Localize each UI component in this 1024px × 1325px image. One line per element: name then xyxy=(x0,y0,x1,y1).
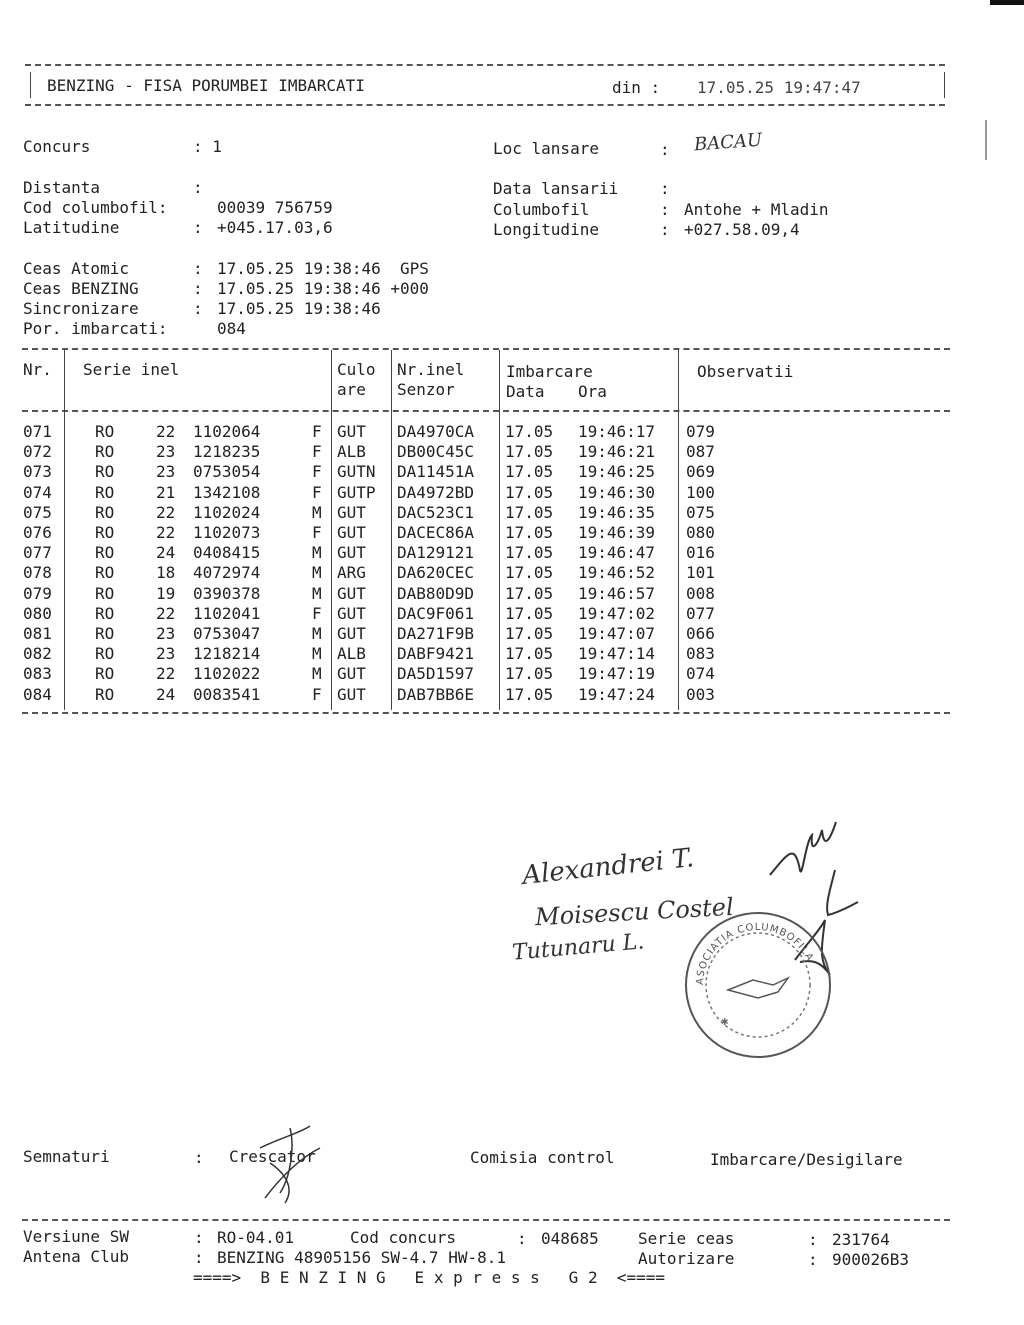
cell-observatii: 074 xyxy=(686,664,715,684)
header-nr: Nr. xyxy=(23,360,52,379)
cell-serie: 0083541 xyxy=(193,684,261,704)
header-bottom-rule xyxy=(25,104,945,106)
cell-an: 22 xyxy=(156,502,176,522)
club-stamp xyxy=(683,910,833,1060)
distanta-colon: : xyxy=(193,178,213,197)
columbofil-value: Antohe + Mladin xyxy=(684,200,829,219)
cell-serie: 1102024 xyxy=(193,502,261,522)
cell-an: 23 xyxy=(156,624,176,643)
cell-serie: 1218235 xyxy=(193,442,261,462)
signature-1 xyxy=(770,822,836,875)
table-top-rule xyxy=(22,348,950,350)
cell-observatii: 069 xyxy=(686,462,715,482)
cell-senzor: DA4972BD xyxy=(397,482,475,502)
antena-label: Antena Club xyxy=(23,1247,129,1266)
cell-observatii: 100 xyxy=(686,482,715,502)
cell-culoare: GUT xyxy=(337,422,366,441)
cell-an: 22 xyxy=(156,603,176,623)
columbofil-label-text: Columbofil xyxy=(493,200,590,219)
cell-ora: 19:46:30 xyxy=(578,482,656,502)
cell-culoare: GUT xyxy=(337,684,366,704)
cell-data: 17.05 xyxy=(505,422,554,441)
cell-senzor: DA5D1597 xyxy=(397,664,475,684)
crescator-signature xyxy=(250,1118,330,1208)
cell-nr: 080 xyxy=(23,603,52,623)
cell-ora: 19:47:24 xyxy=(578,684,656,704)
cell-sex: M xyxy=(312,644,322,664)
cell-data: 17.05 xyxy=(505,644,554,664)
stamp-text: ASOCIATIA COLUMBOFILA xyxy=(694,921,816,986)
cod-concurs-label: Cod concurs xyxy=(350,1228,456,1247)
cell-tara: RO xyxy=(95,664,115,684)
ceas-atomic-colon: : xyxy=(193,259,203,278)
antena-value: BENZING 48905156 SW-4.7 HW-8.1 xyxy=(217,1248,506,1267)
cell-an: 22 xyxy=(156,664,176,684)
serie-ceas-colon: : xyxy=(808,1230,818,1249)
cell-data: 17.05 xyxy=(505,603,554,623)
distanta-label xyxy=(23,178,100,198)
cell-senzor: DA129121 xyxy=(397,543,475,563)
cell-tara: RO xyxy=(95,422,115,441)
crescator-signature-stroke xyxy=(260,1126,320,1203)
header-nr-inel-1: Nr.inel xyxy=(397,360,465,379)
scan-edge-mark-top-right xyxy=(990,0,1024,5)
footer-top-rule xyxy=(22,1219,950,1221)
cell-ora: 19:47:19 xyxy=(578,664,656,684)
cell-culoare: GUT xyxy=(337,502,366,522)
cell-serie: 0753047 xyxy=(193,624,261,643)
cell-observatii: 079 xyxy=(686,422,715,441)
ceas-benzing-label: Ceas BENZING xyxy=(23,279,139,298)
cell-ora: 19:46:47 xyxy=(578,543,656,563)
cell-sex: F xyxy=(312,462,322,482)
cell-observatii: 003 xyxy=(686,684,715,704)
cell-culoare: GUT xyxy=(337,523,366,542)
concurs-value: : 1 xyxy=(193,137,222,156)
semnaturi-colon: : xyxy=(194,1148,204,1167)
cell-sex: F xyxy=(312,523,322,542)
cell-sex: F xyxy=(312,442,322,462)
cell-culoare: GUT xyxy=(337,603,366,623)
cell-senzor: DB00C45C xyxy=(397,442,475,462)
din-label-text: din xyxy=(612,78,641,97)
cell-culoare: GUTP xyxy=(337,482,376,502)
din-value: 17.05.25 19:47:47 xyxy=(697,78,861,97)
cell-senzor: DACEC86A xyxy=(397,523,475,542)
cell-tara: RO xyxy=(95,482,115,502)
imbarcare-desigilare-label: Imbarcare/Desigilare xyxy=(710,1150,903,1169)
cell-sex: M xyxy=(312,583,322,603)
cell-an: 18 xyxy=(156,563,176,583)
header-culoare-2: are xyxy=(337,380,366,399)
sincronizare-label: Sincronizare xyxy=(23,299,139,318)
data-lansarii-label-text: Data lansarii xyxy=(493,179,619,198)
cell-senzor: DA11451A xyxy=(397,462,475,482)
cell-culoare: ARG xyxy=(337,563,366,583)
comisia-control-label: Comisia control xyxy=(470,1148,615,1167)
sincronizare-colon: : xyxy=(193,299,203,318)
cell-serie: 0753054 xyxy=(193,462,261,482)
cell-data: 17.05 xyxy=(505,563,554,583)
versiune-colon: : xyxy=(194,1228,204,1247)
cell-tara: RO xyxy=(95,603,115,623)
cell-data: 17.05 xyxy=(505,664,554,684)
cell-nr: 076 xyxy=(23,523,52,542)
header-ora: Ora xyxy=(578,382,607,401)
cell-observatii: 077 xyxy=(686,603,715,623)
cell-nr: 081 xyxy=(23,624,52,643)
cell-sex: F xyxy=(312,482,322,502)
cell-nr: 084 xyxy=(23,684,52,704)
data-lansarii-label xyxy=(493,179,618,199)
header-observatii: Observatii xyxy=(697,362,794,381)
cell-ora: 19:46:39 xyxy=(578,523,656,542)
cell-serie: 4072974 xyxy=(193,563,261,583)
cell-tara: RO xyxy=(95,624,115,643)
columbofil-colon: : xyxy=(660,200,670,219)
cell-serie: 1218214 xyxy=(193,644,261,664)
cell-an: 23 xyxy=(156,644,176,664)
cell-sex: F xyxy=(312,684,322,704)
cell-data: 17.05 xyxy=(505,583,554,603)
cell-nr: 078 xyxy=(23,563,52,583)
cell-senzor: DAB7BB6E xyxy=(397,684,475,704)
data-lansarii-colon: : xyxy=(660,179,680,198)
cell-senzor: DA4970CA xyxy=(397,422,475,441)
header-imbarcare: Imbarcare xyxy=(506,362,593,381)
cell-observatii: 083 xyxy=(686,644,715,664)
cell-tara: RO xyxy=(95,563,115,583)
latitudine-colon: : xyxy=(193,218,203,237)
stamp-pigeon-icon xyxy=(728,978,788,998)
cell-ora: 19:46:52 xyxy=(578,563,656,583)
cell-culoare: ALB xyxy=(337,442,366,462)
ceas-benzing-value: 17.05.25 19:38:46 +000 xyxy=(217,279,429,298)
cell-an: 24 xyxy=(156,543,176,563)
cell-sex: M xyxy=(312,664,322,684)
cell-nr: 082 xyxy=(23,644,52,664)
scan-edge-mark-right xyxy=(985,120,987,160)
cell-ora: 19:46:25 xyxy=(578,462,656,482)
cod-columbofil-label-text: Cod columbofil xyxy=(23,198,158,217)
handwritten-name-1: Alexandrei T. xyxy=(520,843,696,891)
cell-sex: F xyxy=(312,422,322,441)
cell-observatii: 101 xyxy=(686,563,715,583)
col-divider-nr xyxy=(64,350,65,710)
cell-nr: 079 xyxy=(23,583,52,603)
cell-ora: 19:46:57 xyxy=(578,583,656,603)
sincronizare-value: 17.05.25 19:38:46 xyxy=(217,299,381,318)
cell-senzor: DA620CEC xyxy=(397,563,475,583)
ceas-atomic-value: 17.05.25 19:38:46 GPS xyxy=(217,259,429,278)
cell-tara: RO xyxy=(95,502,115,522)
cell-nr: 072 xyxy=(23,442,52,462)
header-right-border xyxy=(944,72,945,98)
cell-tara: RO xyxy=(95,523,115,542)
cell-serie: 1102064 xyxy=(193,422,261,441)
cod-columbofil-value: 00039 756759 xyxy=(217,198,333,217)
cell-nr: 077 xyxy=(23,543,52,563)
serie-ceas-value: 231764 xyxy=(832,1230,890,1249)
cod-concurs-value: 048685 xyxy=(541,1229,599,1248)
longitudine-label-text: Longitudine xyxy=(493,220,599,239)
header-data: Data xyxy=(506,382,545,401)
col-divider-serie xyxy=(331,350,332,710)
cell-an: 22 xyxy=(156,422,176,441)
cell-an: 19 xyxy=(156,583,176,603)
cell-sex: M xyxy=(312,563,322,583)
cell-ora: 19:47:07 xyxy=(578,624,656,643)
col-divider-imbarcare xyxy=(678,350,679,710)
cell-culoare: GUT xyxy=(337,624,366,643)
cell-serie: 1342108 xyxy=(193,482,261,502)
stamp-star-icon: ✱ xyxy=(721,1014,729,1028)
signature-2 xyxy=(827,870,858,915)
por-imbarcati-label: Por. imbarcati: xyxy=(23,319,168,338)
cell-observatii: 087 xyxy=(686,442,715,462)
cell-ora: 19:47:14 xyxy=(578,644,656,664)
cell-serie: 1102041 xyxy=(193,603,261,623)
page-title: BENZING - FISA PORUMBEI IMBARCATI xyxy=(47,76,365,95)
cell-observatii: 066 xyxy=(686,624,715,643)
cell-an: 21 xyxy=(156,482,176,502)
versiune-value: RO-04.01 xyxy=(217,1228,295,1247)
autorizare-value: 900026B3 xyxy=(832,1250,910,1269)
col-divider-senzor xyxy=(499,350,500,710)
antena-colon: : xyxy=(194,1248,204,1267)
longitudine-label xyxy=(493,220,599,240)
cell-serie: 1102022 xyxy=(193,664,261,684)
cell-data: 17.05 xyxy=(505,482,554,502)
ceas-atomic-label: Ceas Atomic xyxy=(23,259,129,278)
cell-an: 22 xyxy=(156,523,176,542)
columbofil-label xyxy=(493,200,589,220)
longitudine-value: +027.58.09,4 xyxy=(684,220,800,239)
loc-lansare-label xyxy=(493,139,599,159)
cell-culoare: ALB xyxy=(337,644,366,664)
cell-culoare: GUTN xyxy=(337,462,376,482)
table-header-rule xyxy=(22,410,950,412)
distanta-label-text: Distanta xyxy=(23,178,101,197)
cell-nr: 083 xyxy=(23,664,52,684)
header-nr-inel-2: Senzor xyxy=(397,380,455,399)
cell-senzor: DAB80D9D xyxy=(397,583,475,603)
cell-observatii: 016 xyxy=(686,543,715,563)
cell-data: 17.05 xyxy=(505,523,554,542)
cell-ora: 19:46:17 xyxy=(578,422,656,441)
cell-serie: 0390378 xyxy=(193,583,261,603)
cell-senzor: DAC523C1 xyxy=(397,502,475,522)
table-bottom-rule xyxy=(22,712,950,714)
cell-tara: RO xyxy=(95,543,115,563)
ceas-benzing-colon: : xyxy=(193,279,203,298)
handwritten-name-3: Tutunaru L. xyxy=(511,929,646,966)
semnaturi-label: Semnaturi xyxy=(23,1147,110,1166)
cell-nr: 071 xyxy=(23,422,52,441)
por-imbarcati-label-text: Por. imbarcati xyxy=(23,319,158,338)
loc-lansare-label-text: Loc lansare xyxy=(493,139,599,158)
cell-data: 17.05 xyxy=(505,442,554,462)
cell-tara: RO xyxy=(95,644,115,664)
cell-observatii: 008 xyxy=(686,583,715,603)
cell-sex: F xyxy=(312,603,322,623)
por-imbarcati-value: 084 xyxy=(217,319,246,338)
loc-lansare-colon: : xyxy=(660,140,670,159)
cell-observatii: 080 xyxy=(686,523,715,542)
autorizare-colon: : xyxy=(808,1250,818,1269)
din-label: din : xyxy=(612,78,661,97)
cell-data: 17.05 xyxy=(505,684,554,704)
cell-culoare: GUT xyxy=(337,543,366,563)
serie-ceas-label: Serie ceas xyxy=(638,1229,735,1248)
cell-data: 17.05 xyxy=(505,462,554,482)
cell-nr: 075 xyxy=(23,502,52,522)
header-culoare-1: Culo xyxy=(337,360,376,379)
versiune-label: Versiune SW xyxy=(23,1227,129,1246)
cell-culoare: GUT xyxy=(337,583,366,603)
latitudine-value: +045.17.03,6 xyxy=(217,218,333,237)
cell-an: 23 xyxy=(156,442,176,462)
header-top-rule xyxy=(25,64,945,66)
longitudine-colon: : xyxy=(660,220,670,239)
cell-culoare: GUT xyxy=(337,664,366,684)
cell-ora: 19:46:21 xyxy=(578,442,656,462)
loc-lansare-value: BACAU xyxy=(693,129,763,156)
crescator-label: Crescator xyxy=(229,1147,316,1166)
cell-data: 17.05 xyxy=(505,502,554,522)
cell-sex: M xyxy=(312,624,322,643)
cell-ora: 19:47:02 xyxy=(578,603,656,623)
cell-data: 17.05 xyxy=(505,543,554,563)
cell-senzor: DABF9421 xyxy=(397,644,475,664)
cod-columbofil-label: Cod columbofil: xyxy=(23,198,168,217)
handwritten-name-2: Moisescu Costel xyxy=(534,892,735,932)
header-serie-inel: Serie inel xyxy=(83,360,180,379)
cell-serie: 1102073 xyxy=(193,523,261,542)
cell-nr: 073 xyxy=(23,462,52,482)
cell-tara: RO xyxy=(95,462,115,482)
header-left-border xyxy=(30,72,31,98)
concurs-value-text: 1 xyxy=(212,137,222,156)
cell-senzor: DA271F9B xyxy=(397,624,475,643)
latitudine-label-text: Latitudine xyxy=(23,218,120,237)
benzing-brand-line: ====> B E N Z I N G E x p r e s s G 2 <==== xyxy=(193,1268,666,1287)
autorizare-label: Autorizare xyxy=(638,1249,735,1268)
latitudine-label xyxy=(23,218,119,238)
concurs-label xyxy=(23,137,90,157)
cell-an: 24 xyxy=(156,684,176,704)
cell-data: 17.05 xyxy=(505,624,554,643)
cell-serie: 0408415 xyxy=(193,543,261,563)
cell-ora: 19:46:35 xyxy=(578,502,656,522)
concurs-label-text: Concurs xyxy=(23,137,91,156)
cell-observatii: 075 xyxy=(686,502,715,522)
cell-tara: RO xyxy=(95,684,115,704)
cell-tara: RO xyxy=(95,583,115,603)
cell-senzor: DAC9F061 xyxy=(397,603,475,623)
col-divider-culoare xyxy=(391,350,392,710)
cell-sex: M xyxy=(312,543,322,563)
cod-concurs-colon: : xyxy=(517,1229,527,1248)
cell-sex: M xyxy=(312,502,322,522)
cell-an: 23 xyxy=(156,462,176,482)
cell-tara: RO xyxy=(95,442,115,462)
cell-nr: 074 xyxy=(23,482,52,502)
